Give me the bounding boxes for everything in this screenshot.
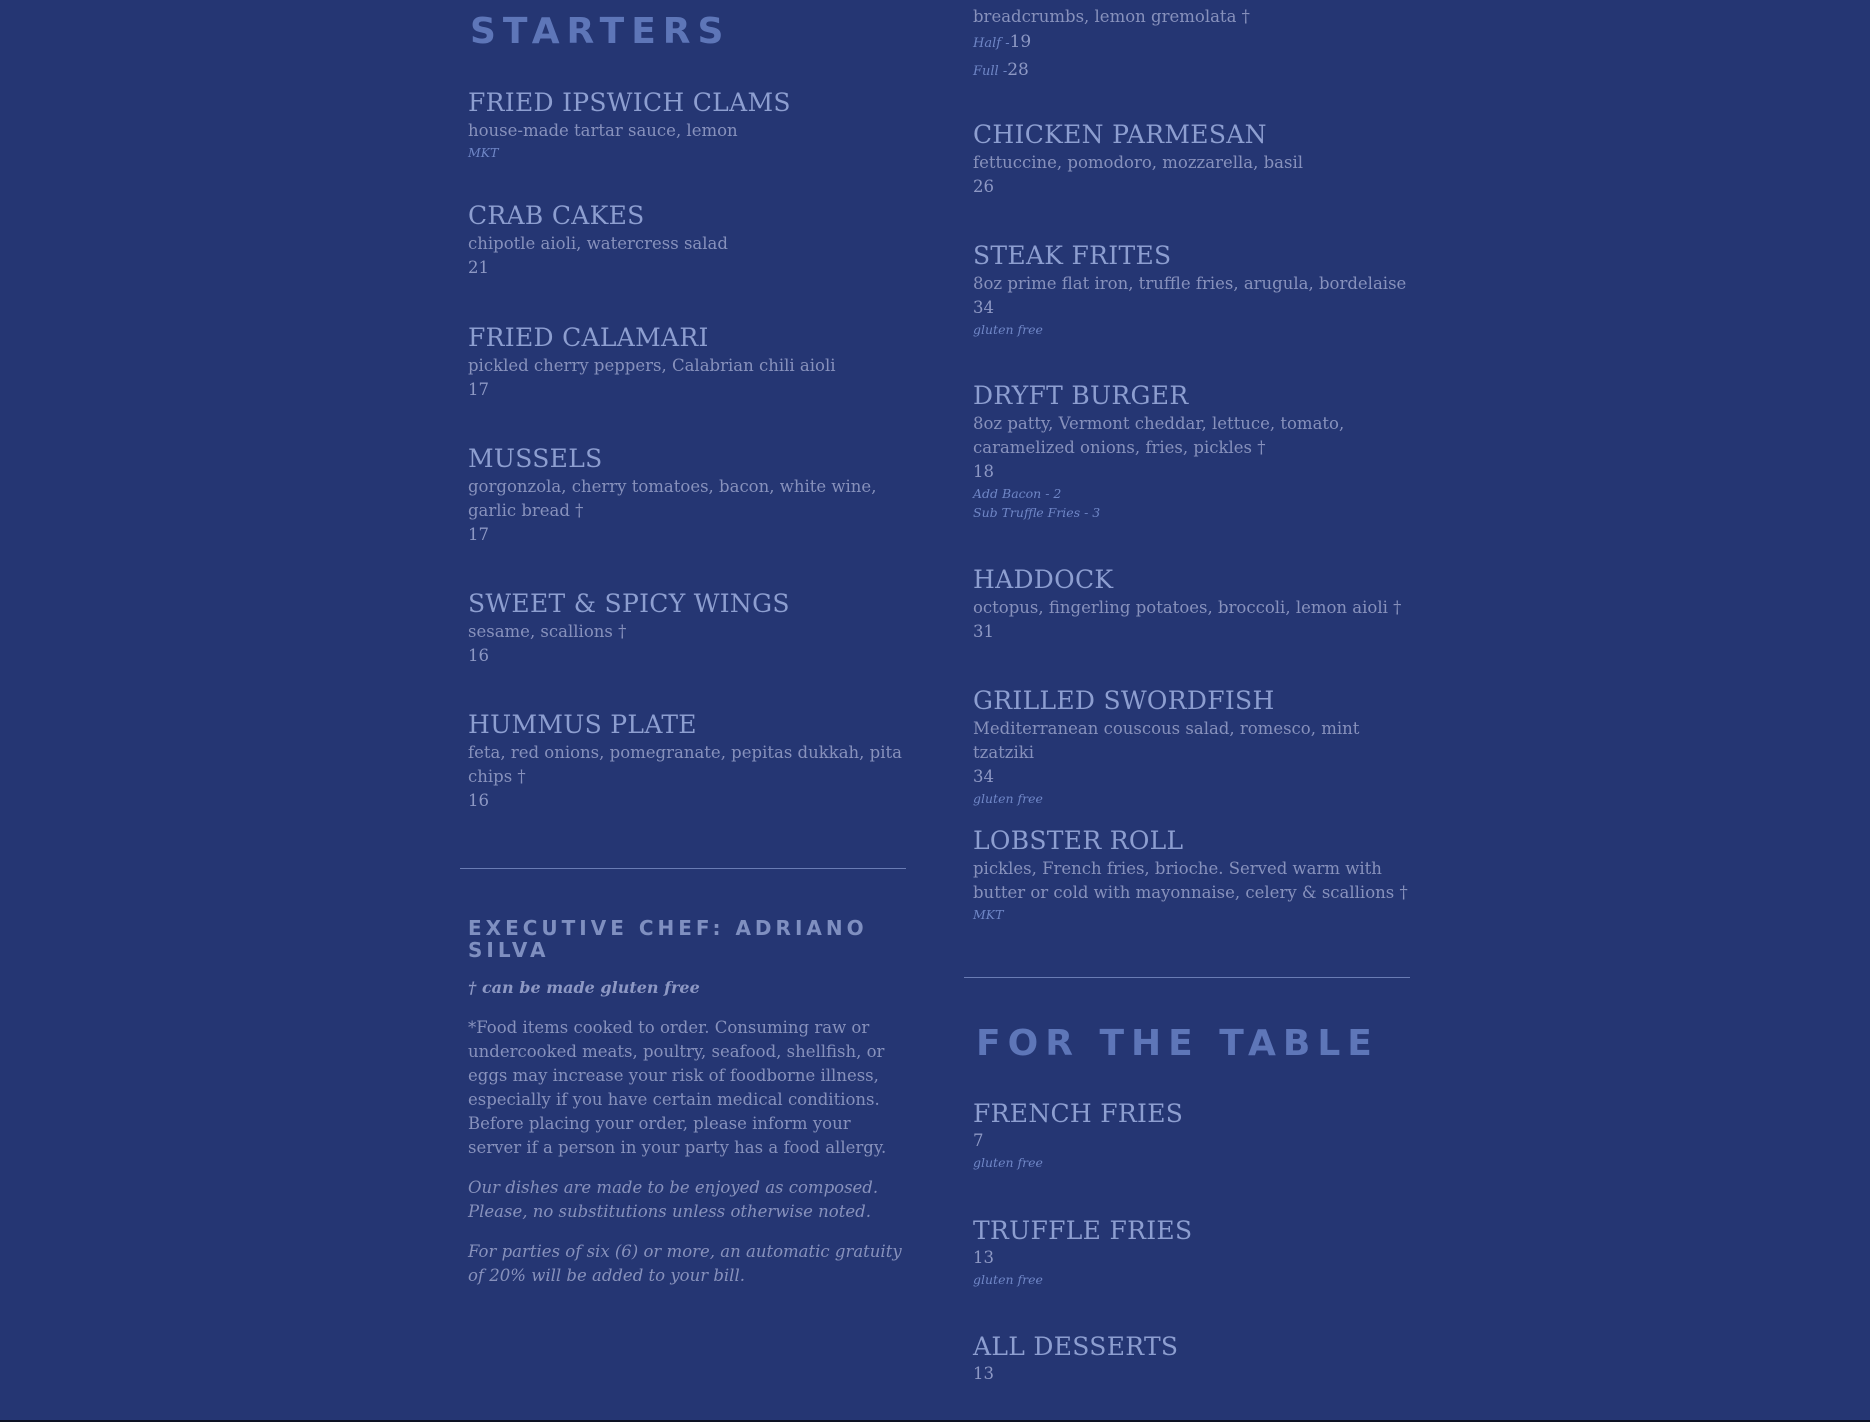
menu-item: [973, 826, 1413, 924]
item-description: 8oz prime flat iron, truffle fries, arugula, bordelaise: [973, 274, 1407, 293]
gluten-free-legend: † can be made gluten free: [468, 978, 700, 997]
item-description: fettuccine, pomodoro, mozzarella, basil: [973, 153, 1304, 172]
section-divider: [964, 977, 1410, 978]
item-description: pickles, French fries, brioche. Served warm with butter or cold with mayonnaise, celery & scallions †: [973, 859, 1408, 902]
item-price: 7: [973, 1131, 984, 1150]
half-label: Half -: [973, 36, 1010, 51]
item-price: 13: [973, 1364, 994, 1383]
half-portion-price: [973, 29, 1413, 57]
item-name: FRIED IPSWICH CLAMS: [468, 88, 791, 117]
item-price: 16: [468, 646, 489, 665]
menu-item: [468, 589, 908, 668]
menu-item: [973, 1332, 1413, 1386]
item-price: 17: [468, 380, 489, 399]
for-the-table-heading: FOR THE TABLE: [976, 1023, 1379, 1064]
item-note: MKT: [973, 907, 1004, 922]
item-price: 17: [468, 525, 489, 544]
full-price: 28: [1007, 60, 1029, 80]
dietary-note: gluten free: [973, 322, 1043, 337]
menu-item: [973, 241, 1413, 339]
menu-item-partial: [973, 4, 1413, 85]
menu-item: [973, 1099, 1413, 1172]
item-price: 31: [973, 622, 994, 641]
item-name: MUSSELS: [468, 444, 603, 473]
item-name: STEAK FRITES: [973, 241, 1172, 270]
item-price: 16: [468, 791, 489, 810]
menu-item: [468, 88, 908, 162]
item-description: sesame, scallions †: [468, 622, 627, 641]
add-on-note: Add Bacon - 2: [973, 486, 1062, 501]
item-name: TRUFFLE FRIES: [973, 1216, 1193, 1245]
no-substitutions-note: Our dishes are made to be enjoyed as composed. Please, no substitutions unless otherwise noted.: [468, 1178, 879, 1221]
dietary-note: gluten free: [973, 791, 1043, 806]
item-name: GRILLED SWORDFISH: [973, 686, 1275, 715]
dietary-note: gluten free: [973, 1272, 1043, 1287]
menu-item: [468, 323, 908, 402]
menu-item: [468, 444, 908, 547]
item-price: 21: [468, 258, 489, 277]
item-description: pickled cherry peppers, Calabrian chili aioli: [468, 356, 836, 375]
item-description: house-made tartar sauce, lemon: [468, 121, 738, 140]
full-portion-price: [973, 57, 1413, 85]
item-name: DRYFT BURGER: [973, 381, 1189, 410]
item-price: 18: [973, 462, 994, 481]
item-name: SWEET & SPICY WINGS: [468, 589, 790, 618]
menu-item: [973, 686, 1413, 808]
item-price: 26: [973, 177, 994, 196]
item-description: octopus, fingerling potatoes, broccoli, lemon aioli †: [973, 598, 1402, 617]
substitution-note: Sub Truffle Fries - 3: [973, 505, 1101, 520]
item-price: 13: [973, 1248, 994, 1267]
section-divider: [460, 868, 906, 869]
consumer-advisory: *Food items cooked to order. Consuming raw or undercooked meats, poultry, seafood, shellfish, or eggs may increase your risk of foodborne illness, especially if you have certain medical conditions. Before placing your order, please inform your server if a person in your party has a food allergy.: [468, 1018, 887, 1157]
menu-item: [973, 381, 1413, 522]
item-name: HUMMUS PLATE: [468, 710, 697, 739]
item-name: CRAB CAKES: [468, 201, 645, 230]
dietary-note: gluten free: [973, 1155, 1043, 1170]
item-description: Mediterranean couscous salad, romesco, mint tzatziki: [973, 719, 1360, 762]
item-note: MKT: [468, 145, 499, 160]
item-description: chipotle aioli, watercress salad: [468, 234, 728, 253]
executive-chef-heading: EXECUTIVE CHEF: ADRIANO SILVA: [468, 916, 868, 962]
item-description: gorgonzola, cherry tomatoes, bacon, white wine, garlic bread †: [468, 477, 877, 520]
item-description: feta, red onions, pomegranate, pepitas dukkah, pita chips †: [468, 743, 902, 786]
gratuity-note: For parties of six (6) or more, an automatic gratuity of 20% will be added to your bill.: [468, 1242, 902, 1285]
menu-item: [468, 201, 908, 280]
item-name: FRIED CALAMARI: [468, 323, 709, 352]
half-price: 19: [1009, 32, 1032, 52]
item-price: 34: [973, 767, 994, 786]
item-description: 8oz patty, Vermont cheddar, lettuce, tomato, caramelized onions, fries, pickles †: [973, 414, 1345, 457]
starters-heading: STARTERS: [470, 11, 731, 52]
item-name: HADDOCK: [973, 565, 1114, 594]
item-description: breadcrumbs, lemon gremolata †: [973, 7, 1250, 26]
menu-item: [468, 710, 908, 813]
item-name: LOBSTER ROLL: [973, 826, 1184, 855]
menu-item: [973, 565, 1413, 644]
menu-item: [973, 1216, 1413, 1289]
item-name: ALL DESSERTS: [973, 1332, 1179, 1361]
item-name: FRENCH FRIES: [973, 1099, 1184, 1128]
menu-item: [973, 120, 1413, 199]
item-name: CHICKEN PARMESAN: [973, 120, 1267, 149]
item-price: 34: [973, 298, 994, 317]
full-label: Full -: [973, 64, 1008, 79]
